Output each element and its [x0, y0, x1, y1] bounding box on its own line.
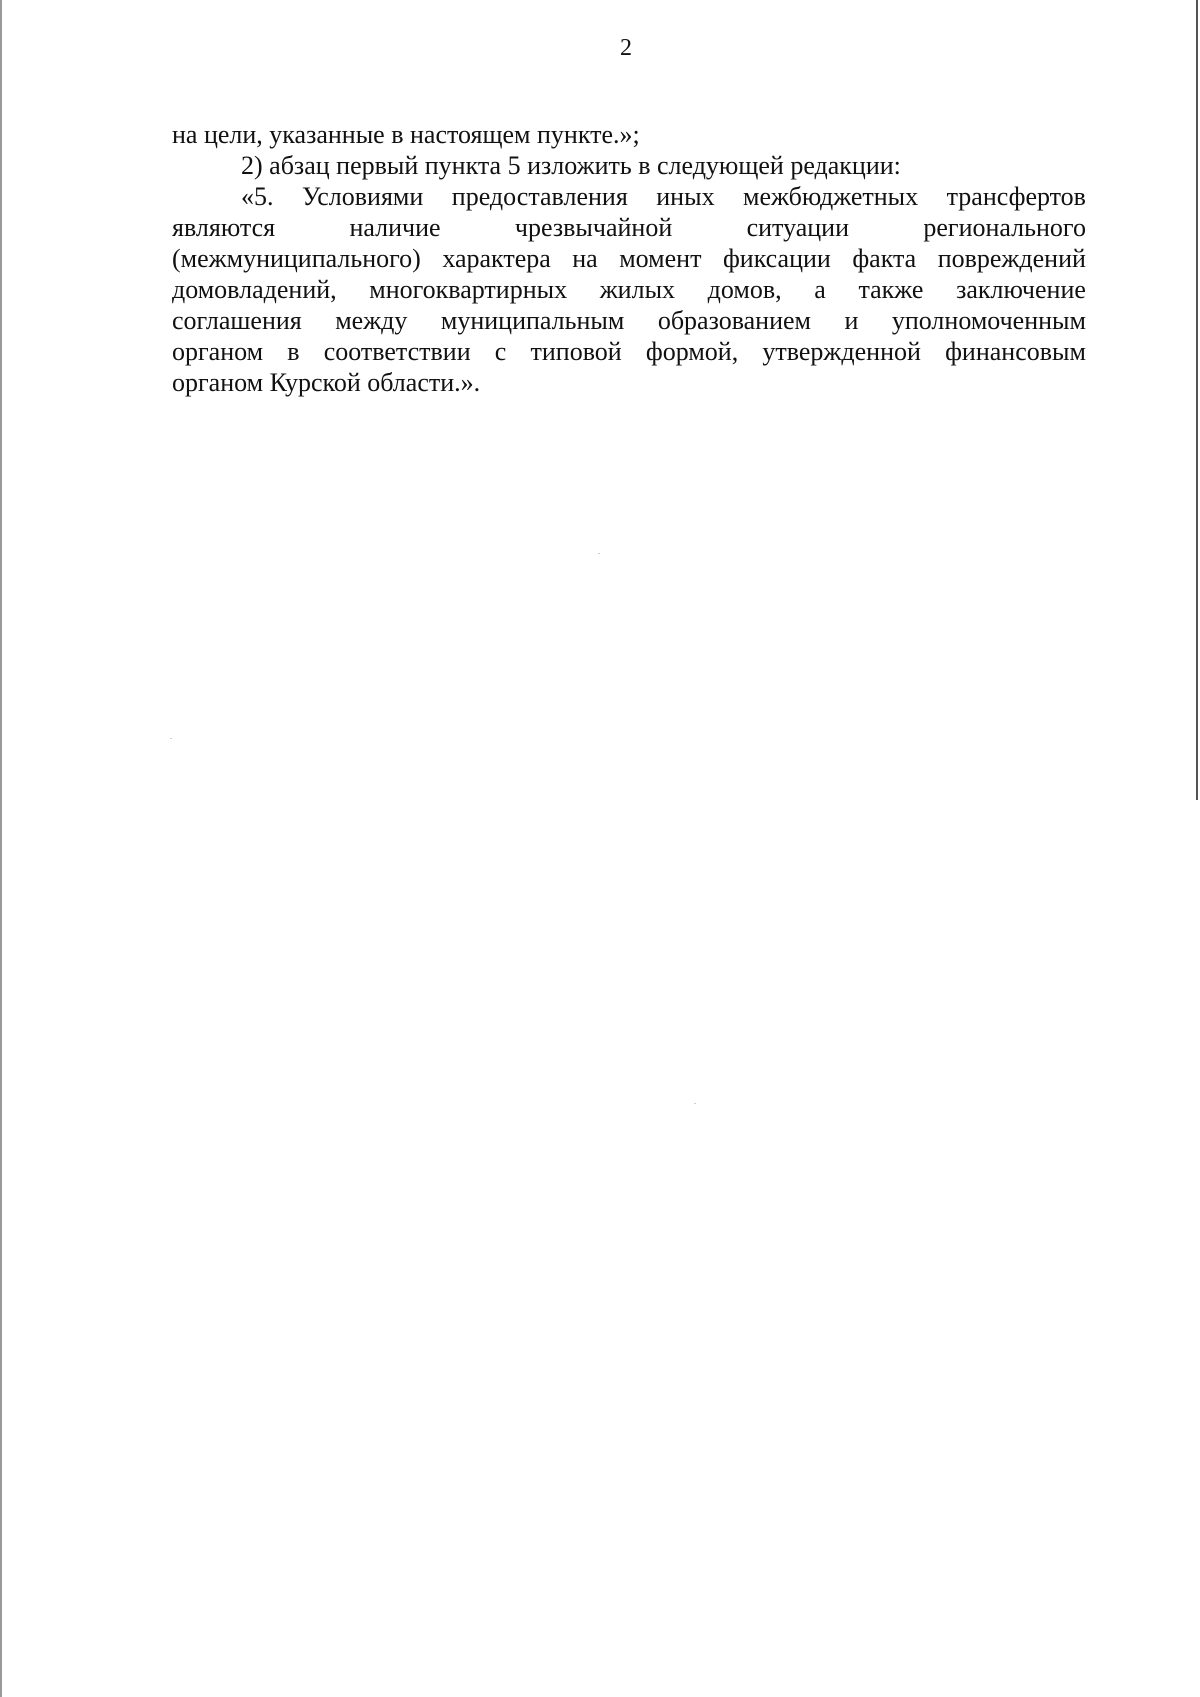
text-word: финансовым — [945, 337, 1086, 366]
text-word: соглашения — [172, 306, 302, 335]
text-word: характера — [442, 244, 551, 273]
text-word: домов, — [707, 275, 782, 304]
scan-edge-right — [1196, 0, 1198, 800]
scan-edge-left — [0, 0, 2, 1697]
text-word: наличие — [349, 213, 441, 242]
text-word: фиксации — [722, 244, 831, 273]
text-word: соответствии — [323, 337, 471, 366]
text-word: межбюджетных — [743, 182, 919, 211]
text-word: с — [494, 337, 507, 366]
text-word: типовой — [530, 337, 622, 366]
text-word: органом — [172, 337, 264, 366]
text-line: органом Курской области.». — [172, 368, 481, 397]
text-line — [172, 212, 1086, 243]
text-word: момент — [619, 244, 702, 273]
text-word: (межмуниципального) — [172, 244, 421, 273]
text-word: на — [572, 244, 598, 273]
text-word: заключение — [956, 275, 1086, 304]
text-word: муниципальным — [440, 306, 625, 335]
text-line — [172, 181, 1086, 212]
text-word: являются — [172, 213, 276, 242]
text-word: иных — [656, 182, 715, 211]
text-word: регионального — [923, 213, 1086, 242]
paragraph-amended-text — [172, 181, 1086, 398]
text-word: жилых — [599, 275, 676, 304]
text-word: многоквартирных — [369, 275, 568, 304]
scan-speck — [598, 553, 600, 554]
text-line — [172, 336, 1086, 367]
text-word: повреждений — [937, 244, 1086, 273]
text-word: между — [335, 306, 408, 335]
text-word: факта — [852, 244, 917, 273]
text-line — [172, 305, 1086, 336]
text-word: образованием — [657, 306, 811, 335]
scan-speck — [694, 1103, 696, 1104]
text-word: «5. — [241, 182, 274, 211]
text-word: уполномоченным — [891, 306, 1086, 335]
paragraph-continuation: на цели, указанные в настоящем пункте.»; — [172, 120, 640, 149]
text-word: Условиями — [301, 182, 424, 211]
document-body — [172, 119, 1086, 398]
text-word: формой, — [645, 337, 739, 366]
text-word: утвержденной — [762, 337, 921, 366]
text-word: а — [814, 275, 826, 304]
text-word: домовладений, — [172, 275, 337, 304]
text-word: трансфертов — [946, 182, 1086, 211]
text-word: в — [287, 337, 300, 366]
paragraph-amendment-item: 2) абзац первый пункта 5 изложить в следующей редакции: — [241, 151, 901, 180]
text-word: предоставления — [451, 182, 628, 211]
text-word: также — [858, 275, 924, 304]
page-number: 2 — [620, 35, 632, 61]
text-word: чрезвычайной — [514, 213, 673, 242]
text-word: и — [844, 306, 859, 335]
scan-speck — [170, 738, 172, 739]
text-word: ситуации — [746, 213, 850, 242]
text-line — [172, 243, 1086, 274]
text-line — [172, 274, 1086, 305]
